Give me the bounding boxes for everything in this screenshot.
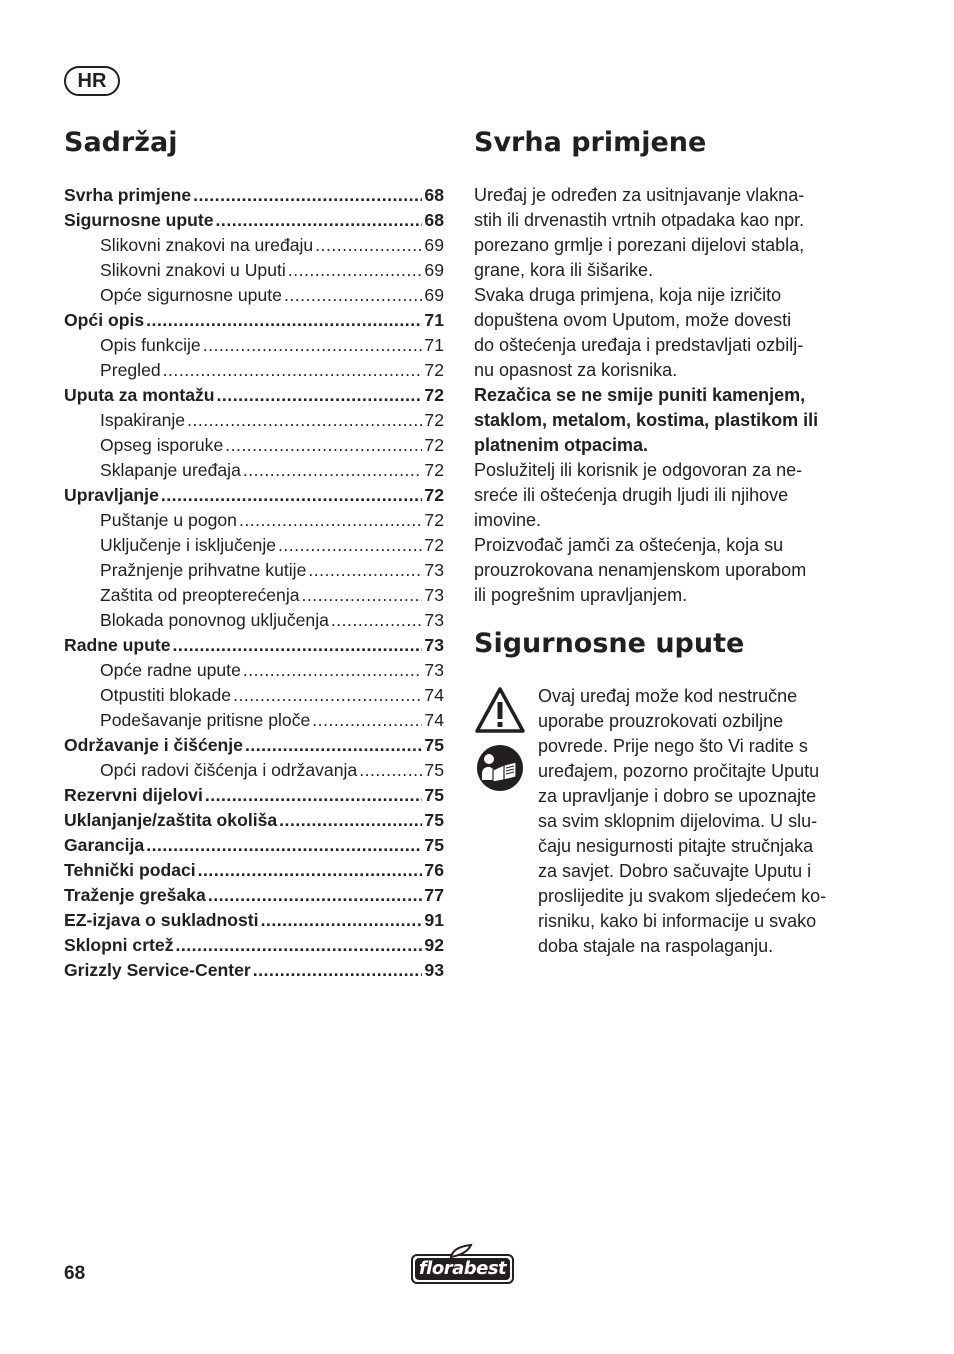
toc-entry-title: Opći opis [64, 310, 145, 330]
leaf-icon [449, 1244, 473, 1258]
language-badge: HR [64, 66, 120, 96]
toc-entry [64, 558, 444, 583]
toc-entry-title: Puštanje u pogon [100, 510, 237, 530]
toc-entry [64, 783, 444, 808]
toc-entry-title: Rezervni dijelovi [64, 785, 203, 805]
toc-leader-dots [163, 358, 423, 383]
toc-entry-page: 68 [424, 185, 444, 205]
toc-entry-page: 76 [424, 860, 444, 880]
toc-entry [64, 508, 444, 533]
toc-entry [64, 358, 444, 383]
toc-entry [64, 458, 444, 483]
purpose-heading: Svrha primjene [474, 127, 707, 158]
toc-entry-page: 72 [424, 435, 444, 455]
toc-entry-title: Upravljanje [64, 485, 159, 505]
toc-leader-dots [146, 308, 422, 333]
toc-entry-title: Tehnički podaci [64, 860, 196, 880]
toc-leader-dots [302, 583, 423, 608]
toc-entry-page: 72 [424, 360, 444, 380]
toc-entry-title: Opseg isporuke [100, 435, 224, 455]
toc-leader-dots [187, 408, 422, 433]
toc-entry [64, 833, 444, 858]
toc-entry-page: 69 [424, 285, 444, 305]
toc-entry-title: Traženje grešaka [64, 885, 206, 905]
toc-entry-title: Uklanjanje/zaštita okoliša [64, 810, 278, 830]
toc-entry [64, 933, 444, 958]
toc-entry-page: 75 [424, 735, 444, 755]
toc-entry-title: Otpustiti blokade [100, 685, 232, 705]
toc-entry [64, 908, 444, 933]
toc-leader-dots [203, 333, 423, 358]
purpose-text-line: Svaka druga primjena, koja nije izričito [474, 285, 782, 305]
toc-leader-dots [233, 683, 422, 708]
toc-leader-dots [176, 933, 423, 958]
toc-entry-page: 73 [424, 585, 444, 605]
toc-entry-page: 92 [424, 935, 444, 955]
toc-entry-page: 77 [424, 885, 444, 905]
purpose-warning-line: platnenim otpacima. [474, 435, 649, 455]
safety-text-line: za savjet. Dobro sačuvajte Uputu i [538, 861, 812, 881]
purpose-text-line: dopuštena ovom Uputom, može dovesti [474, 310, 792, 330]
toc-entry [64, 383, 444, 408]
toc-entry [64, 208, 444, 233]
toc-entry-page: 71 [424, 310, 444, 330]
toc-entry-page: 73 [424, 610, 444, 630]
safety-text-line: uporabe prouzrokovati ozbiljne [538, 711, 784, 731]
purpose-text-line: nu opasnost za korisnika. [474, 360, 678, 380]
purpose-text-line: prouzrokovana nenamjenskom uporabom [474, 560, 807, 580]
toc-entry-title: Blokada ponovnog uključenja [100, 610, 329, 630]
purpose-text-line: do oštećenja uređaja i predstavljati ozbilj- [474, 335, 804, 355]
safety-text-line: čaju nesigurnosti pitajte stručnjaka [538, 836, 814, 856]
toc-entry-page: 69 [424, 260, 444, 280]
toc-entry [64, 808, 444, 833]
toc-leader-dots [198, 858, 423, 883]
toc-entry-page: 68 [424, 210, 444, 230]
toc-entry-page: 74 [424, 685, 444, 705]
toc-entry-page: 75 [424, 835, 444, 855]
toc-entry-title: Sklapanje uređaja [100, 460, 241, 480]
toc-entry-title: Svrha primjene [64, 185, 192, 205]
read-manual-icon [476, 744, 524, 792]
toc-leader-dots [225, 433, 422, 458]
toc-entry [64, 708, 444, 733]
toc-leader-dots [217, 383, 423, 408]
toc-entry [64, 408, 444, 433]
toc-entry-title: Održavanje i čišćenje [64, 735, 243, 755]
toc-entry-page: 93 [424, 960, 444, 980]
safety-text-line: Ovaj uređaj može kod nestručne [538, 686, 798, 706]
toc-entry-title: Slikovni znakovi na uređaju [100, 235, 314, 255]
toc-entry-title: Opći radovi čišćenja i održavanja [100, 760, 358, 780]
toc-entry-page: 69 [424, 235, 444, 255]
logo-wordmark: florabest [415, 1258, 510, 1280]
toc-leader-dots [359, 758, 422, 783]
purpose-body [474, 183, 818, 608]
toc-entry-page: 72 [424, 535, 444, 555]
purpose-text-line: Proizvođač jamči za oštećenja, koja su [474, 535, 784, 555]
purpose-text-line: grane, kora ili šišarike. [474, 260, 654, 280]
toc-entry-title: Grizzly Service-Center [64, 960, 251, 980]
toc-leader-dots [173, 633, 423, 658]
toc-entry [64, 183, 444, 208]
toc-entry [64, 633, 444, 658]
toc-entry-title: Opće radne upute [100, 660, 241, 680]
toc-entry-page: 72 [424, 385, 444, 405]
toc-leader-dots [243, 458, 423, 483]
toc-leader-dots [239, 508, 422, 533]
purpose-warning-line: staklom, metalom, kostima, plastikom ili [474, 410, 819, 430]
toc-entry-title: Slikovni znakovi u Uputi [100, 260, 286, 280]
purpose-warning-line: Rezačica se ne smije puniti kamenjem, [474, 385, 806, 405]
toc-leader-dots [308, 558, 422, 583]
toc-entry-page: 75 [424, 760, 444, 780]
toc-entry [64, 333, 444, 358]
toc-entry [64, 958, 444, 983]
toc-entry [64, 533, 444, 558]
safety-text-line: risniku, kako bi informacije u svako [538, 911, 817, 931]
toc-entry-title: Pražnjenje prihvatne kutije [100, 560, 307, 580]
toc-entry [64, 308, 444, 333]
toc-entry [64, 608, 444, 633]
toc-entry-title: Uputa za montažu [64, 385, 215, 405]
toc-entry-title: Uključenje i isključenje [100, 535, 277, 555]
toc-entry-page: 72 [424, 510, 444, 530]
toc-entry [64, 258, 444, 283]
toc-leader-dots [161, 483, 423, 508]
purpose-text-line: porezano grmlje i porezani dijelovi stabla, [474, 235, 805, 255]
toc-leader-dots [245, 733, 422, 758]
toc-entry [64, 483, 444, 508]
toc-entry [64, 858, 444, 883]
toc-entry-page: 73 [424, 660, 444, 680]
florabest-logo [411, 1254, 514, 1284]
table-of-contents [64, 183, 444, 983]
safety-text-line: povrede. Prije nego što Vi radite s [538, 736, 808, 756]
toc-entry-title: Opis funkcije [100, 335, 201, 355]
toc-entry-title: EZ-izjava o sukladnosti [64, 910, 259, 930]
toc-entry-title: Sigurnosne upute [64, 210, 214, 230]
toc-entry-page: 73 [424, 635, 444, 655]
toc-leader-dots [315, 233, 422, 258]
toc-entry [64, 283, 444, 308]
safety-body [538, 684, 826, 959]
toc-entry [64, 583, 444, 608]
toc-entry-title: Zaštita od preopterećenja [100, 585, 300, 605]
toc-entry-page: 71 [424, 335, 444, 355]
toc-leader-dots [216, 208, 423, 233]
toc-leader-dots [331, 608, 423, 633]
purpose-text-line: stih ili drvenastih vrtnih otpadaka kao npr. [474, 210, 805, 230]
toc-entry [64, 733, 444, 758]
toc-entry-title: Opće sigurnosne upute [100, 285, 282, 305]
toc-entry-page: 74 [424, 710, 444, 730]
toc-entry-page: 72 [424, 485, 444, 505]
toc-entry [64, 683, 444, 708]
purpose-text-line: Uređaj je određen za usitnjavanje vlakna- [474, 185, 805, 205]
toc-entry-page: 75 [424, 810, 444, 830]
toc-entry-title: Pregled [100, 360, 161, 380]
toc-leader-dots [288, 258, 423, 283]
page-number: 68 [64, 1263, 86, 1284]
purpose-text-line: ili pogrešnim upravljanjem. [474, 585, 688, 605]
purpose-text-line: Poslužitelj ili korisnik je odgovoran za ne- [474, 460, 803, 480]
toc-entry [64, 233, 444, 258]
toc-leader-dots [278, 533, 422, 558]
toc-entry-title: Garancija [64, 835, 145, 855]
toc-entry-title: Sklopni crtež [64, 935, 174, 955]
toc-entry-page: 91 [424, 910, 444, 930]
toc-leader-dots [279, 808, 422, 833]
safety-text-line: doba stajale na raspolaganju. [538, 936, 774, 956]
toc-leader-dots [243, 658, 423, 683]
safety-text-line: uređajem, pozorno pročitajte Uputu [538, 761, 820, 781]
safety-text-line: sa svim sklopnim dijelovima. U slu- [538, 811, 818, 831]
toc-entry-page: 73 [424, 560, 444, 580]
toc-entry-title: Ispakiranje [100, 410, 186, 430]
toc-entry [64, 433, 444, 458]
toc-entry-page: 72 [424, 460, 444, 480]
toc-leader-dots [146, 833, 422, 858]
toc-leader-dots [205, 783, 423, 808]
safety-text-line: proslijedite ju svakom sljedećem ko- [538, 886, 827, 906]
toc-leader-dots [261, 908, 423, 933]
purpose-text-line: sreće ili oštećenja drugih ljudi ili njihove [474, 485, 789, 505]
toc-entry [64, 758, 444, 783]
safety-heading: Sigurnosne upute [474, 628, 745, 659]
toc-leader-dots [208, 883, 423, 908]
toc-leader-dots [312, 708, 422, 733]
toc-entry-page: 75 [424, 785, 444, 805]
toc-leader-dots [284, 283, 422, 308]
toc-entry [64, 883, 444, 908]
toc-leader-dots [253, 958, 423, 983]
toc-leader-dots [193, 183, 422, 208]
toc-entry-page: 72 [424, 410, 444, 430]
safety-text-line: za upravljanje i dobro se upoznajte [538, 786, 817, 806]
toc-entry-title: Radne upute [64, 635, 171, 655]
toc-entry [64, 658, 444, 683]
toc-entry-title: Podešavanje pritisne ploče [100, 710, 311, 730]
toc-title: Sadržaj [64, 127, 178, 158]
purpose-text-line: imovine. [474, 510, 542, 530]
warning-triangle-icon [474, 686, 526, 734]
